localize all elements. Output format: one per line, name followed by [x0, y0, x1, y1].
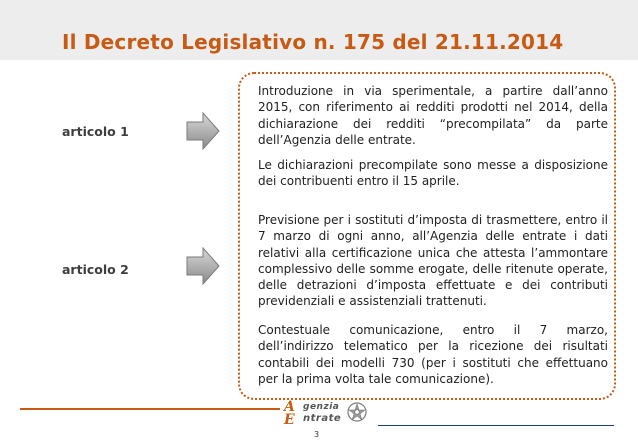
footer-divider-right — [378, 425, 614, 426]
slide-title: Il Decreto Legislativo n. 175 del 21.11.2014 — [62, 30, 564, 54]
logo-text-entrate: ntrate — [303, 413, 342, 424]
article-2-paragraph-2: Contestuale comunicazione, entro il 7 marzo, dell’indirizzo telematico per la ricezione dei risultati contabili dei modelli 730 (per i sostituti che effettuano per la prima volta tale comunicazione). — [258, 323, 608, 386]
article-2-paragraph-1: Previsione per i sostituti d’imposta di trasmettere, entro il 7 marzo di ogni anno, all’Agenzia delle entrate i dati relativi alla certificazione unica che attesta l’ammontare complessivo delle somme erogate, delle ritenute operate, delle detrazioni d’imposta effettuate e dei contributi previdenziali e assistenziali trattenuti. — [258, 213, 608, 309]
article-1-label: articolo 1 — [62, 124, 129, 139]
article-2-label: articolo 2 — [62, 262, 129, 277]
arrow-right-icon — [186, 247, 220, 285]
republic-emblem-icon — [346, 401, 368, 423]
page-number: 3 — [314, 430, 320, 439]
footer-divider-left — [20, 408, 280, 410]
logo-text-agenzia: genzia — [303, 402, 340, 412]
article-1-paragraph-1: Introduzione in via sperimentale, a partire dall’anno 2015, con riferimento ai redditi prodotti nel 2014, della dichiarazione dei redditi “precompilata” da parte dell’Agenzia delle entrate. — [258, 84, 608, 147]
arrow-right-icon — [186, 112, 220, 150]
svg-text:E: E — [284, 412, 295, 426]
svg-text:A: A — [284, 399, 295, 415]
article-1-paragraph-2: Le dichiarazioni precompilate sono messe a disposizione dei contribuenti entro il 15 aprile. — [258, 158, 608, 189]
